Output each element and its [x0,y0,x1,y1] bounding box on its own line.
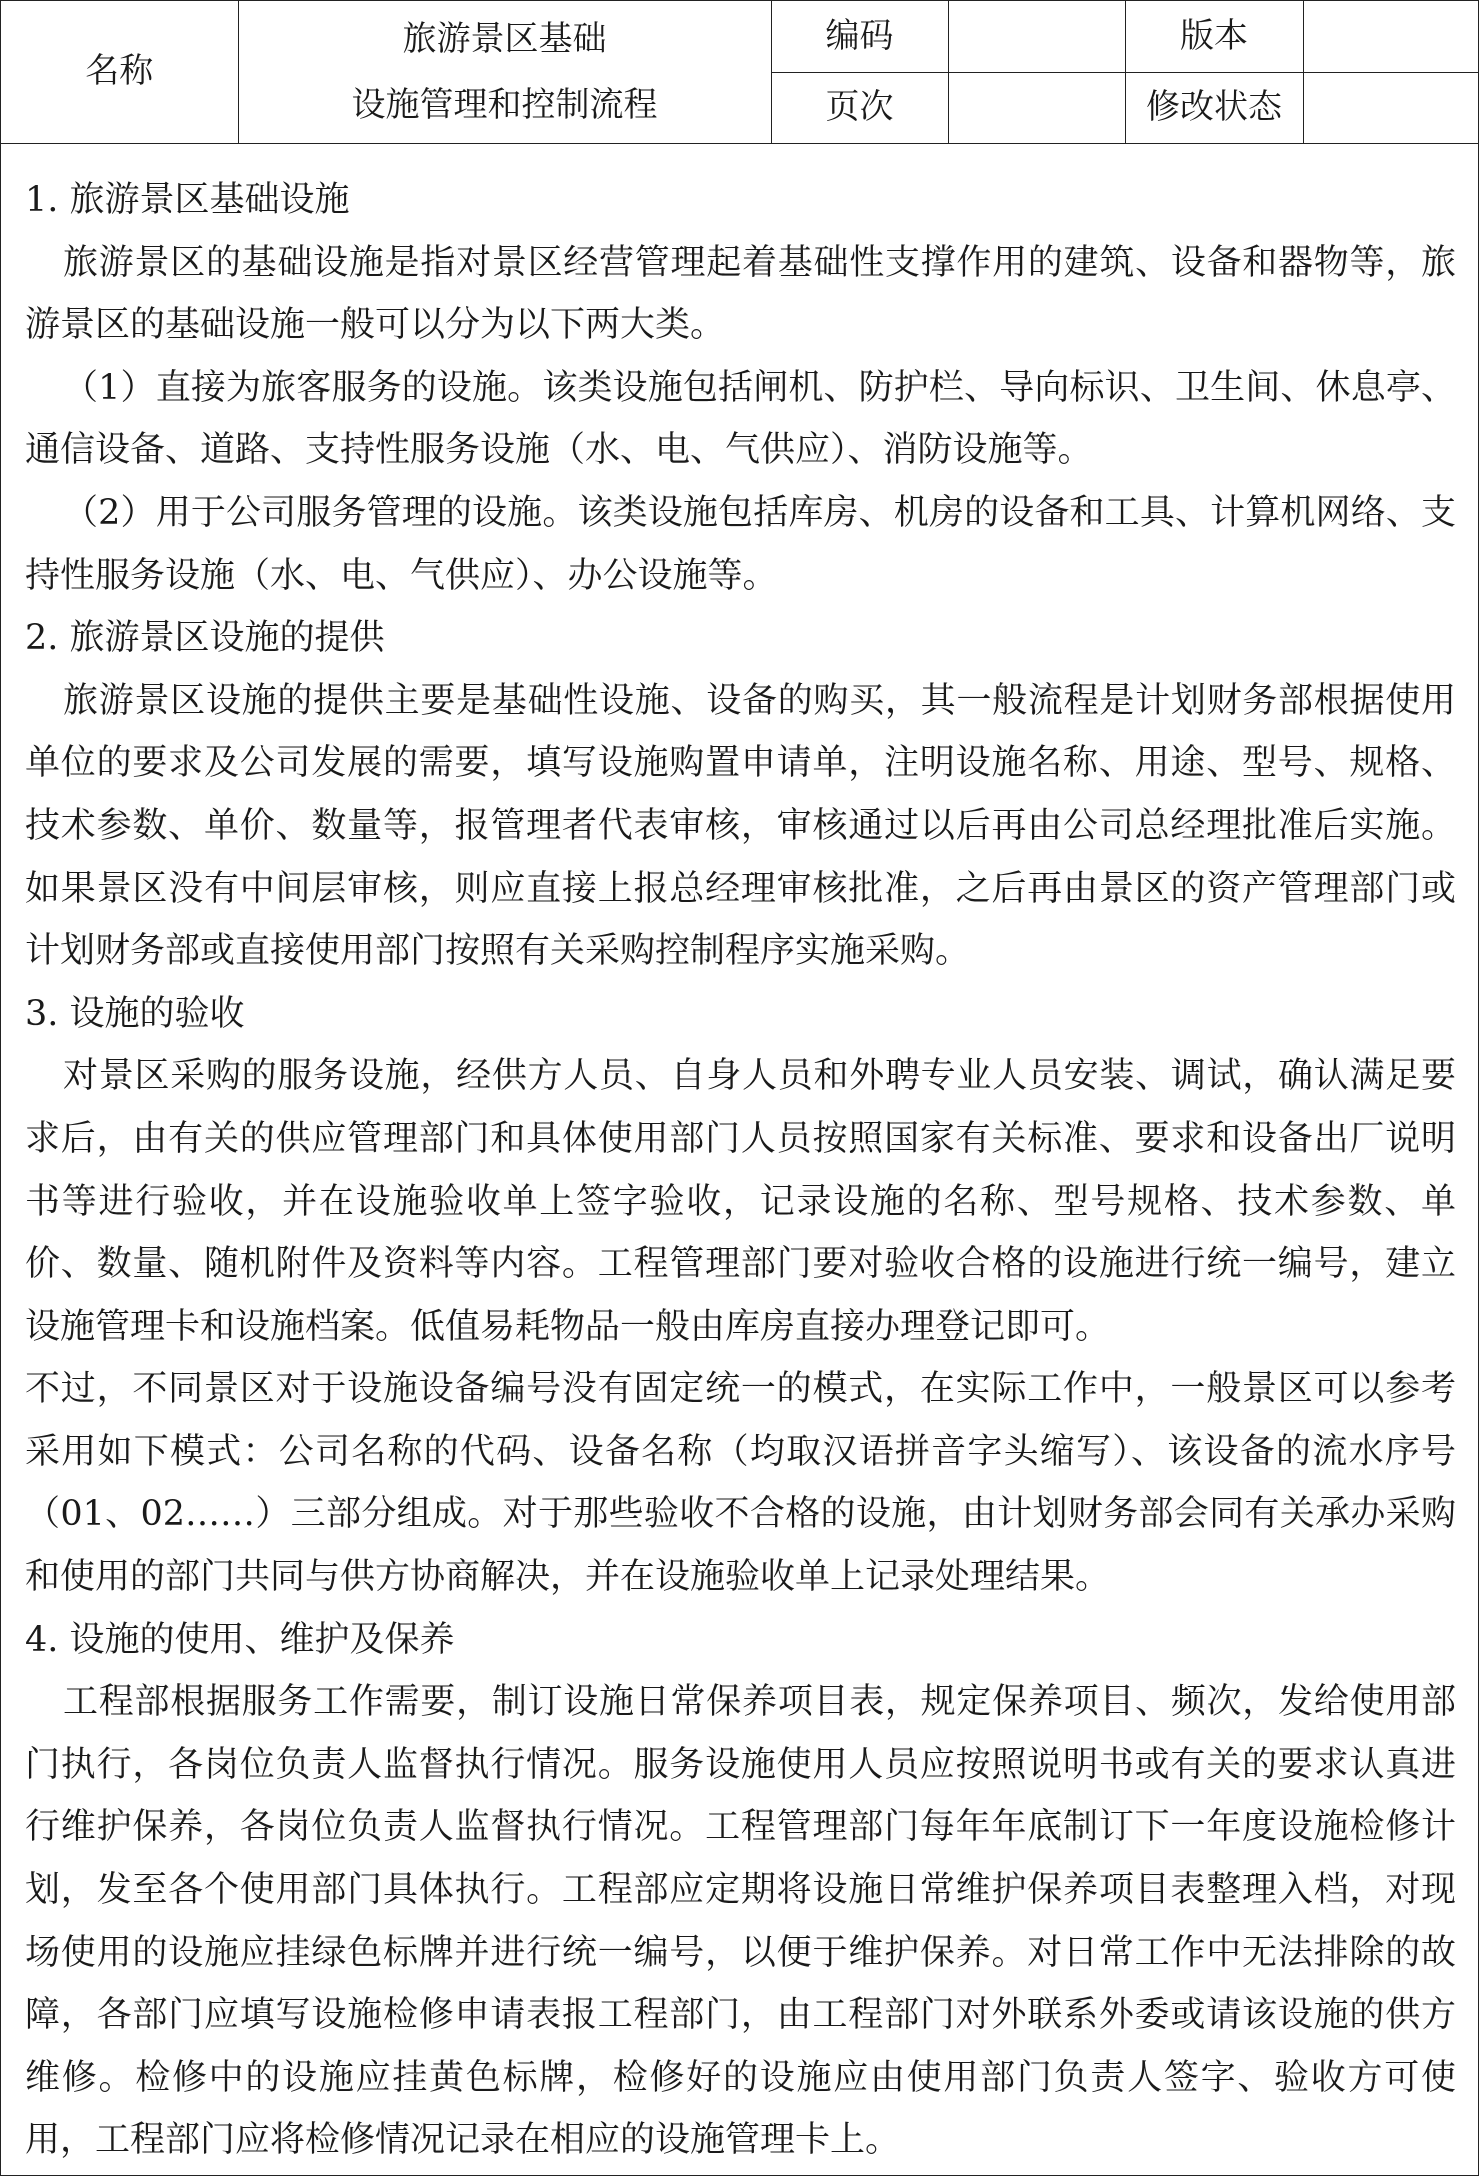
paragraph: （2）用于公司服务管理的设施。该类设施包括库房、机房的设备和工具、计算机网络、支持性服务设施（水、电、气供应）、办公设施等。 [25,492,1456,596]
code-value [948,1,1125,72]
paragraph: 旅游景区设施的提供主要是基础性设施、设备的购买，其一般流程是计划财务部根据使用单位的要求及公司发展的需要，填写设施购置申请单，注明设施名称、用途、型号、规格、技术参数、单价、数量等，报管理者代表审核，审核通过以后再由公司总经理批准后实施。如果景区没有中间层审核，则应直接上报总经理审核批准，之后再由景区的资产管理部门或计划财务部或直接使用部门按照有关采购控制程序实施采购。 [25,680,1456,972]
document-header-table [1,1,1478,144]
document-title [238,1,771,143]
section-heading-2: 2. 旅游景区设施的提供 [25,618,385,659]
paragraph: 不过，不同景区对于设施设备编号没有固定统一的模式，在实际工作中，一般景区可以参考采用如下模式：公司名称的代码、设备名称（均取汉语拼音字头缩写）、该设备的流水序号（01、02……）三部分组成。对于那些验收不合格的设施，由计划财务部会同有关承办采购和使用的部门共同与供方协商解决，并在设施验收单上记录处理结果。 [25,1369,1456,1598]
paragraph: 对景区采购的服务设施，经供方人员、自身人员和外聘专业人员安装、调试，确认满足要求后，由有关的供应管理部门和具体使用部门人员按照国家有关标准、要求和设备出厂说明书等进行验收，并在设施验收单上签字验收，记录设施的名称、型号规格、技术参数、单价、数量、随机附件及资料等内容。工程管理部门要对验收合格的设施进行统一编号，建立设施管理卡和设施档案。低值易耗物品一般由库房直接办理登记即可。 [25,1056,1456,1347]
page-value [948,72,1125,143]
code-label: 编码 [771,1,948,72]
paragraph: （1）直接为旅客服务的设施。该类设施包括闸机、防护栏、导向标识、卫生间、休息亭、通信设备、道路、支持性服务设施（水、电、气供应）、消防设施等。 [25,367,1456,471]
version-value [1303,1,1478,72]
page-label: 页次 [771,72,948,143]
section-heading-1: 1. 旅游景区基础设施 [25,180,350,220]
paragraph: 工程部根据服务工作需要，制订设施日常保养项目表，规定保养项目、频次，发给使用部门执行，各岗位负责人监督执行情况。服务设施使用人员应按照说明书或有关的要求认真进行维护保养，各岗位负责人监督执行情况。工程管理部门每年年底制订下一年度设施检修计划，发至各个使用部门具体执行。工程部应定期将设施日常维护保养项目表整理入档，对现场使用的设施应挂绿色标牌并进行统一编号，以便于维护保养。对日常工作中无法排除的故障，各部门应填写设施检修申请表报工程部门，由工程部门对外联系外委或请该设施的供方维修。检修中的设施应挂黄色标牌，检修好的设施应由使用部门负责人签字、验收方可使用，工程部门应将检修情况记录在相应的设施管理卡上。 [25,1682,1456,2161]
section-heading-4: 4. 设施的使用、维护及保养 [25,1619,455,1660]
title-line-1: 旅游景区基础 [402,18,607,59]
revision-label: 修改状态 [1125,72,1303,143]
title-line-2: 设施管理和控制流程 [351,84,658,125]
name-label: 名称 [1,1,238,143]
paragraph: 旅游景区的基础设施是指对景区经营管理起着基础性支撑作用的建筑、设备和器物等，旅游景区的基础设施一般可以分为以下两大类。 [25,242,1456,346]
document-body [1,143,1478,2175]
revision-value [1303,72,1478,143]
section-heading-3: 3. 设施的验收 [25,993,245,1034]
version-label: 版本 [1125,1,1303,72]
